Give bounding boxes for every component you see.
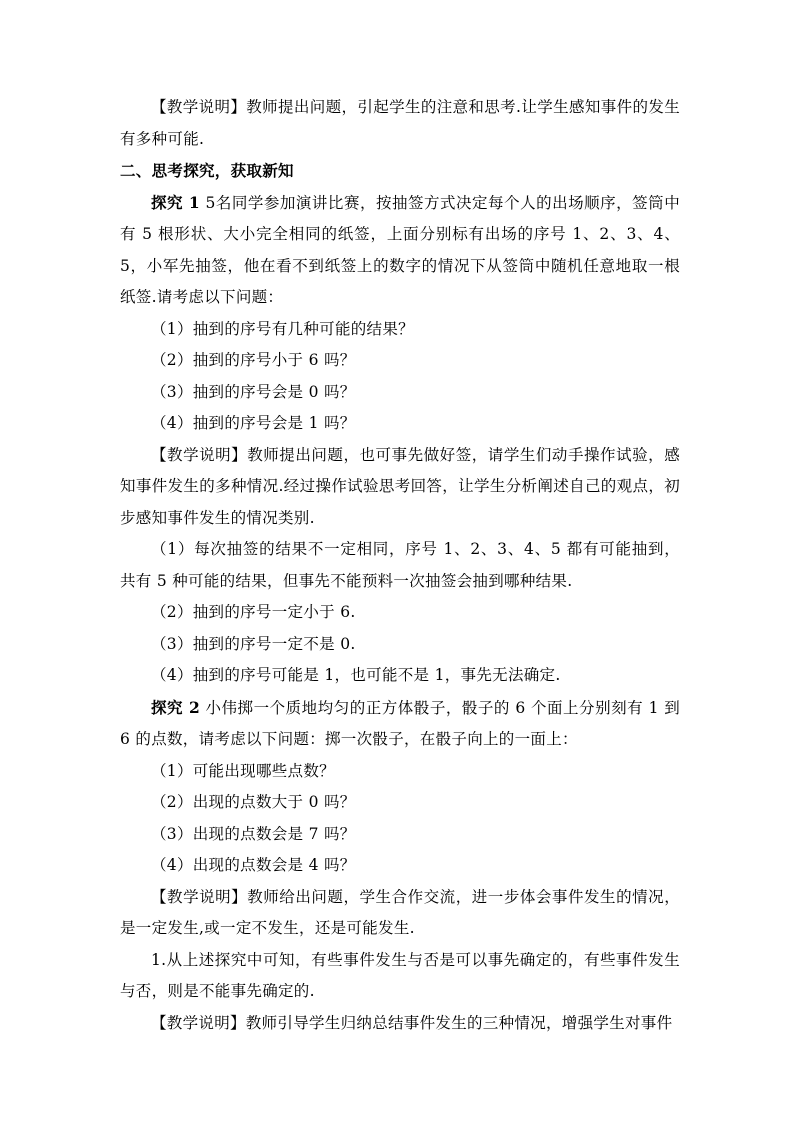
paragraph-text: （3）出现的点数会是 7 吗？ [151, 824, 356, 843]
paragraph-text: （3）抽到的序号会是 0 吗？ [151, 382, 356, 401]
paragraph-text: （1）每次抽签的结果不一定相同，序号 1、2、3、4、5 都有可能抽到，共有 5 种可能的结果，但事先不能预料一次抽签会抽到哪种结果. [120, 540, 680, 590]
body-paragraph [120, 1008, 680, 1040]
paragraph-text: 【教学说明】教师引导学生归纳总结事件发生的三种情况，增强学生对事件 [151, 1013, 673, 1032]
inquiry-label: 探究 1 [151, 192, 201, 212]
paragraph-text: （4）抽到的序号会是 1 吗？ [151, 414, 356, 432]
paragraph-text: （3）抽到的序号一定不是 0. [151, 634, 356, 653]
paragraph-text: （2）抽到的序号一定小于 6. [151, 603, 356, 621]
list-item [120, 850, 680, 882]
section-heading [120, 155, 680, 187]
body-paragraph [120, 440, 680, 535]
list-item [120, 345, 680, 377]
paragraph-text: （2）抽到的序号小于 6 吗？ [151, 351, 356, 369]
list-item [120, 945, 680, 1008]
paragraph-text: 【教学说明】教师给出问题，学生合作交流，进一步体会事件发生的情况，是一定发生,或一定不发生，还是可能发生. [120, 887, 680, 937]
list-item [120, 660, 680, 692]
paragraph-text: 【教学说明】教师提出问题，引起学生的注意和思考.让学生感知事件的发生有多种可能. [120, 98, 680, 148]
document-body [120, 92, 680, 1039]
paragraph-text: 5名同学参加演讲比赛，按抽签方式决定每个人的出场顺序，签筒中有 5 根形状、大小完全相同的纸签，上面分别标有出场的序号 1、2、3、4、5，小军先抽签，他在看不到纸签上的数字的情况下从签筒中随机任意地取一根纸签.请考虑以下问题： [120, 193, 680, 306]
list-item [120, 819, 680, 851]
paragraph-text: 小伟掷一个质地均匀的正方体骰子，骰子的 6 个面上分别刻有 1 到 6 的点数，请考虑以下问题：掷一次骰子，在骰子向上的一面上： [120, 698, 681, 748]
list-item [120, 534, 680, 597]
paragraph-text: （4）抽到的序号可能是 1，也可能不是 1，事先无法确定. [151, 666, 561, 684]
paragraph-text: （1）抽到的序号有几种可能的结果？ [151, 319, 414, 338]
paragraph-text: 【教学说明】教师提出问题，也可事先做好签，请学生们动手操作试验，感知事件发生的多种情况.经过操作试验思考回答，让学生分析阐述自己的观点，初步感知事件发生的情况类别. [120, 445, 680, 527]
inquiry-label: 探究 2 [151, 697, 201, 717]
list-item [120, 408, 680, 440]
body-paragraph [120, 882, 680, 945]
list-item [120, 314, 680, 346]
list-item [120, 629, 680, 661]
paragraph-text: （4）出现的点数会是 4 吗？ [151, 856, 356, 874]
body-paragraph [120, 692, 680, 756]
list-item [120, 597, 680, 629]
list-item [120, 377, 680, 409]
paragraph-text: （1）可能出现哪些点数？ [151, 761, 335, 780]
body-paragraph [120, 187, 680, 314]
body-paragraph [120, 92, 680, 155]
paragraph-text: 二、思考探究，获取新知 [120, 161, 294, 180]
paragraph-text: 1.从上述探究中可知，有些事件发生与否是可以事先确定的，有些事件发生与否，则是不能事先确定的. [120, 950, 680, 1000]
list-item [120, 787, 680, 819]
paragraph-text: （2）出现的点数大于 0 吗？ [151, 793, 356, 811]
list-item [120, 756, 680, 788]
